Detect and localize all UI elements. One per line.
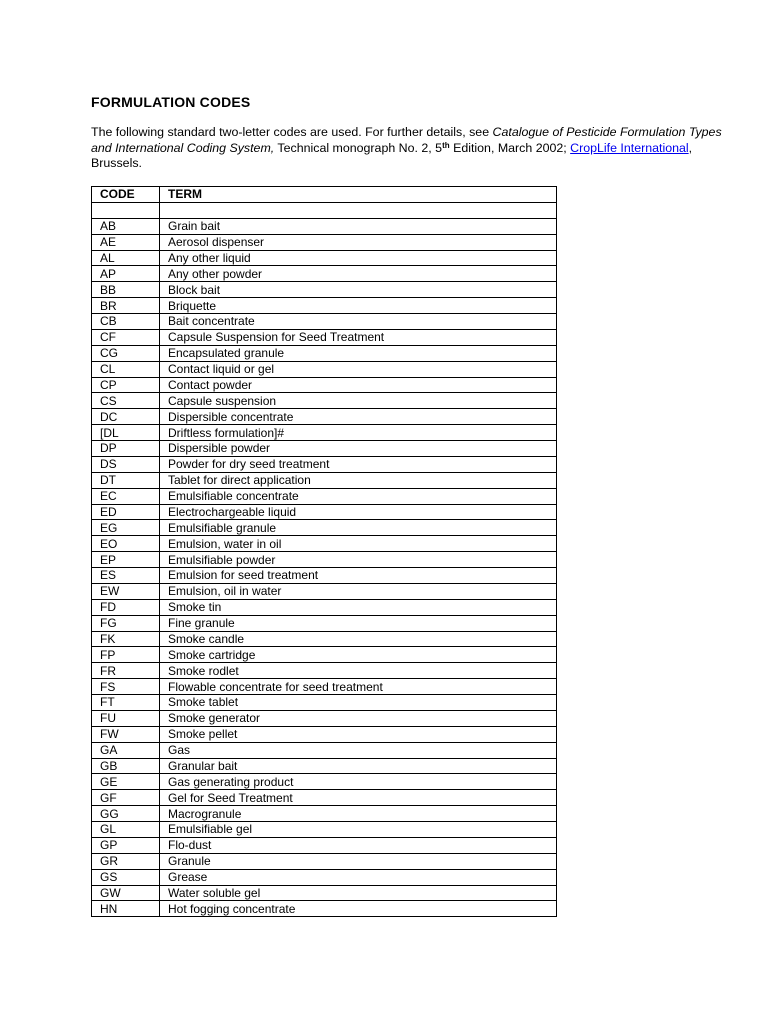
code-cell: FR bbox=[92, 663, 160, 679]
code-cell: GG bbox=[92, 806, 160, 822]
term-cell: Flo-dust bbox=[160, 837, 557, 853]
table-row bbox=[92, 790, 557, 806]
term-cell: Contact liquid or gel bbox=[160, 361, 557, 377]
table-row bbox=[92, 885, 557, 901]
code-cell: DT bbox=[92, 472, 160, 488]
term-cell: Emulsifiable concentrate bbox=[160, 488, 557, 504]
code-cell: FP bbox=[92, 647, 160, 663]
code-cell: GB bbox=[92, 758, 160, 774]
intro-text-4: , Brussels. bbox=[91, 140, 693, 170]
table-row bbox=[92, 869, 557, 885]
page-title: FORMULATION CODES bbox=[91, 94, 251, 110]
code-cell: CP bbox=[92, 377, 160, 393]
table-row bbox=[92, 504, 557, 520]
table-row bbox=[92, 218, 557, 234]
code-cell: FU bbox=[92, 710, 160, 726]
table-row bbox=[92, 536, 557, 552]
table-row bbox=[92, 234, 557, 250]
code-cell: FW bbox=[92, 726, 160, 742]
table-row bbox=[92, 377, 557, 393]
code-cell: GS bbox=[92, 869, 160, 885]
code-cell: GL bbox=[92, 822, 160, 838]
code-cell: GP bbox=[92, 837, 160, 853]
table-row bbox=[92, 583, 557, 599]
table-row bbox=[92, 329, 557, 345]
table-row bbox=[92, 679, 557, 695]
term-cell: Hot fogging concentrate bbox=[160, 901, 557, 917]
term-cell: Emulsifiable granule bbox=[160, 520, 557, 536]
croplife-link[interactable]: CropLife International bbox=[570, 140, 689, 155]
table-row bbox=[92, 615, 557, 631]
table-row bbox=[92, 742, 557, 758]
table-row bbox=[92, 552, 557, 568]
term-cell: Emulsion, oil in water bbox=[160, 583, 557, 599]
term-cell: Smoke generator bbox=[160, 710, 557, 726]
code-cell: AE bbox=[92, 234, 160, 250]
term-cell: Dispersible concentrate bbox=[160, 409, 557, 425]
table-row bbox=[92, 695, 557, 711]
term-cell: Emulsifiable powder bbox=[160, 552, 557, 568]
term-cell: Gel for Seed Treatment bbox=[160, 790, 557, 806]
table-row bbox=[92, 202, 557, 218]
term-cell: Emulsion, water in oil bbox=[160, 536, 557, 552]
code-cell: ES bbox=[92, 568, 160, 584]
table-row bbox=[92, 345, 557, 361]
table-row bbox=[92, 520, 557, 536]
term-cell: Gas generating product bbox=[160, 774, 557, 790]
term-cell: Briquette bbox=[160, 298, 557, 314]
table-row bbox=[92, 758, 557, 774]
term-cell: Any other liquid bbox=[160, 250, 557, 266]
term-cell: Smoke candle bbox=[160, 631, 557, 647]
table-row bbox=[92, 599, 557, 615]
term-cell: Block bait bbox=[160, 282, 557, 298]
code-cell: CL bbox=[92, 361, 160, 377]
table-row bbox=[92, 568, 557, 584]
table-row bbox=[92, 901, 557, 917]
table-row bbox=[92, 456, 557, 472]
table-row bbox=[92, 282, 557, 298]
code-cell: EC bbox=[92, 488, 160, 504]
table-row bbox=[92, 314, 557, 330]
code-cell: GF bbox=[92, 790, 160, 806]
code-cell: EG bbox=[92, 520, 160, 536]
table-row bbox=[92, 409, 557, 425]
term-cell bbox=[160, 202, 557, 218]
code-cell: EW bbox=[92, 583, 160, 599]
code-cell: HN bbox=[92, 901, 160, 917]
code-cell: [DL bbox=[92, 425, 160, 441]
term-cell: Any other powder bbox=[160, 266, 557, 282]
term-cell: Smoke cartridge bbox=[160, 647, 557, 663]
code-cell: BB bbox=[92, 282, 160, 298]
code-cell: CG bbox=[92, 345, 160, 361]
term-cell: Emulsion for seed treatment bbox=[160, 568, 557, 584]
table-row bbox=[92, 837, 557, 853]
table-row bbox=[92, 726, 557, 742]
code-cell: DS bbox=[92, 456, 160, 472]
term-cell: Bait concentrate bbox=[160, 314, 557, 330]
intro-text-2: Technical monograph No. 2, 5 bbox=[274, 140, 443, 155]
term-cell: Granule bbox=[160, 853, 557, 869]
code-cell: AP bbox=[92, 266, 160, 282]
code-cell: GW bbox=[92, 885, 160, 901]
code-cell: DP bbox=[92, 441, 160, 457]
term-cell: Flowable concentrate for seed treatment bbox=[160, 679, 557, 695]
term-cell: Capsule Suspension for Seed Treatment bbox=[160, 329, 557, 345]
term-cell: Dispersible powder bbox=[160, 441, 557, 457]
table-row bbox=[92, 441, 557, 457]
code-cell: DC bbox=[92, 409, 160, 425]
intro-ordinal-suffix: th bbox=[442, 140, 450, 150]
code-cell: CS bbox=[92, 393, 160, 409]
code-cell: FT bbox=[92, 695, 160, 711]
table-header-row bbox=[92, 187, 557, 203]
code-cell: AL bbox=[92, 250, 160, 266]
table-row bbox=[92, 710, 557, 726]
term-cell: Electrochargeable liquid bbox=[160, 504, 557, 520]
table-row bbox=[92, 393, 557, 409]
code-cell: EP bbox=[92, 552, 160, 568]
term-cell: Fine granule bbox=[160, 615, 557, 631]
intro-paragraph bbox=[91, 125, 741, 172]
term-cell: Smoke rodlet bbox=[160, 663, 557, 679]
term-cell: Grease bbox=[160, 869, 557, 885]
code-cell: FD bbox=[92, 599, 160, 615]
term-cell: Encapsulated granule bbox=[160, 345, 557, 361]
term-cell: Aerosol dispenser bbox=[160, 234, 557, 250]
code-cell: EO bbox=[92, 536, 160, 552]
formulation-codes-table bbox=[91, 186, 557, 917]
table-row bbox=[92, 822, 557, 838]
column-header-term: TERM bbox=[160, 187, 557, 203]
table-row bbox=[92, 488, 557, 504]
table-row bbox=[92, 250, 557, 266]
term-cell: Gas bbox=[160, 742, 557, 758]
term-cell: Water soluble gel bbox=[160, 885, 557, 901]
code-cell bbox=[92, 202, 160, 218]
table-body bbox=[92, 202, 557, 916]
code-cell: CF bbox=[92, 329, 160, 345]
table-row bbox=[92, 774, 557, 790]
column-header-code: CODE bbox=[92, 187, 160, 203]
table-row bbox=[92, 631, 557, 647]
term-cell: Contact powder bbox=[160, 377, 557, 393]
term-cell: Granular bait bbox=[160, 758, 557, 774]
table-row bbox=[92, 663, 557, 679]
code-cell: FG bbox=[92, 615, 160, 631]
intro-text-1: The following standard two-letter codes are used. For further details, see bbox=[91, 125, 493, 139]
table-row bbox=[92, 647, 557, 663]
term-cell: Driftless formulation]# bbox=[160, 425, 557, 441]
code-cell: ED bbox=[92, 504, 160, 520]
table-row bbox=[92, 806, 557, 822]
table-row bbox=[92, 425, 557, 441]
term-cell: Emulsifiable gel bbox=[160, 822, 557, 838]
term-cell: Smoke pellet bbox=[160, 726, 557, 742]
code-cell: BR bbox=[92, 298, 160, 314]
term-cell: Capsule suspension bbox=[160, 393, 557, 409]
table-row bbox=[92, 266, 557, 282]
term-cell: Smoke tin bbox=[160, 599, 557, 615]
code-cell: GR bbox=[92, 853, 160, 869]
term-cell: Macrogranule bbox=[160, 806, 557, 822]
term-cell: Grain bait bbox=[160, 218, 557, 234]
code-cell: CB bbox=[92, 314, 160, 330]
intro-catalogue-title: Catalogue of Pesticide Formulation Types and International Coding System, bbox=[91, 125, 722, 155]
code-cell: FS bbox=[92, 679, 160, 695]
code-cell: AB bbox=[92, 218, 160, 234]
code-cell: FK bbox=[92, 631, 160, 647]
term-cell: Tablet for direct application bbox=[160, 472, 557, 488]
term-cell: Smoke tablet bbox=[160, 695, 557, 711]
intro-text-3: Edition, March 2002; bbox=[449, 140, 571, 155]
code-cell: GE bbox=[92, 774, 160, 790]
table-row bbox=[92, 298, 557, 314]
table-row bbox=[92, 361, 557, 377]
table-row bbox=[92, 472, 557, 488]
code-cell: GA bbox=[92, 742, 160, 758]
table-row bbox=[92, 853, 557, 869]
term-cell: Powder for dry seed treatment bbox=[160, 456, 557, 472]
